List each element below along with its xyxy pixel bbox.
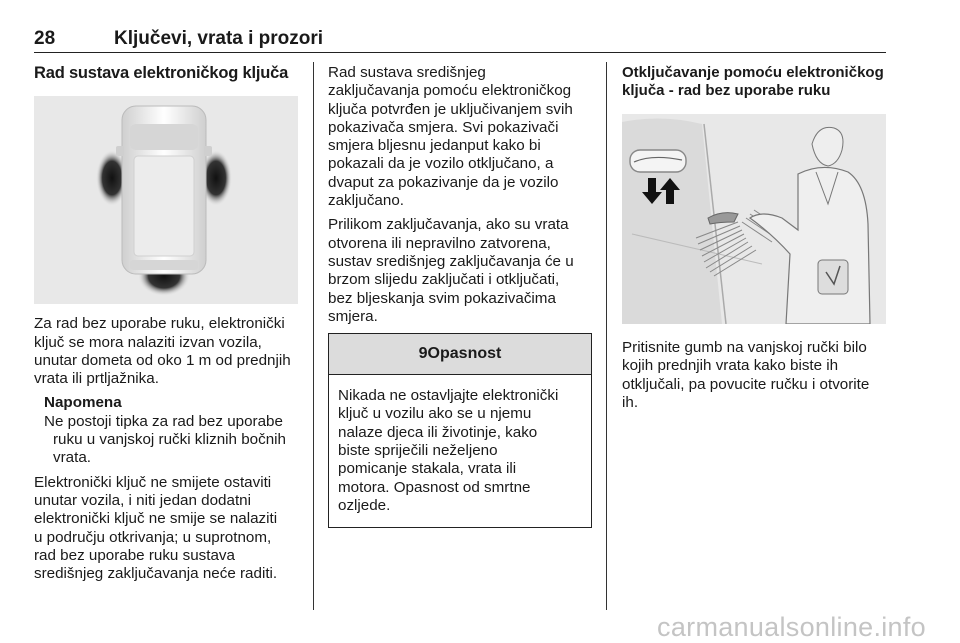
danger-box [328,333,592,528]
page-number: 28 [34,28,56,49]
column-1 [34,64,302,583]
note-block [44,394,302,467]
door-handle-unlock-figure [622,114,886,324]
danger-title: Opasnost [427,345,502,363]
column-divider-1 [313,62,314,610]
paragraph-unlock-instructions: Pritisnite gumb na vanjskoj ručki bilo kojih prednjih vrata kako biste ih otključali, pa povucite ručku i otvorite ih. [622,339,870,411]
note-text: Ne postoji tipka za rad bez uporabe ruku u vanjskoj ručki kliznih bočnih vrata. [44,412,286,467]
danger-text: Nikada ne ostavljajte elektronički ključ u vozilu ako se u njemu nalaze djeca ili životinje, kako biste spriječili neželjeno pomicanje stakala, vrata ili motora. Opasnost od smrtne ozljede. [338,387,559,514]
danger-header [329,334,591,375]
section-heading-unlocking: Otključavanje pomoću elektroničkog ključa - rad bez uporabe ruku [622,64,884,99]
warning-triangle-icon: 9 [418,345,428,363]
person-unlocking-door-illustration [622,114,886,324]
watermark: carmanualsonline.info [657,612,926,642]
paragraph-locking: Prilikom zaključavanja, ako su vrata otvorena ili nepravilno zatvorena, sustav središnjeg zaključavanja će u brzom slijedu zaključati i otključati, bez bljeskanja svim pokazivačima smjera. [328,216,574,325]
note-title: Napomena [44,394,122,412]
paragraph-key-inside: Elektronički ključ ne smijete ostaviti unutar vozila, i niti jedan dodatni elektronički ključ ne smije se nalaziti u području otkrivanja; u suprotnom, rad bez uporabe ruku sustava središnjeg zaključavanja neće raditi. [34,473,278,583]
column-2 [328,64,592,528]
paragraph-range: Za rad bez uporabe ruku, elektronički ključ se mora nalaziti izvan vozila, unutar dometa od oko 1 m od prednjih vrata ili prtljažnika. [34,315,291,388]
section-heading-key-operation: Rad sustava elektroničkog ključa [34,64,289,82]
page-header [34,28,886,53]
page-title: Ključevi, vrata i prozori [114,28,324,49]
vehicle-detection-zones-figure [34,96,298,304]
column-divider-2 [606,62,607,610]
vehicle-top-view-illustration [34,96,298,304]
column-3 [622,64,888,412]
paragraph-indicators: Rad sustava središnjeg zaključavanja pomoću elektroničkog ključa potvrđen je uključivanjem svih pokazivača smjera. Svi pokazivači smjera bljesnu jedanput kako bi pokazali da je vozilo otključano, a dvaput za pokazivanje da je vozilo zaključano. [328,64,573,210]
